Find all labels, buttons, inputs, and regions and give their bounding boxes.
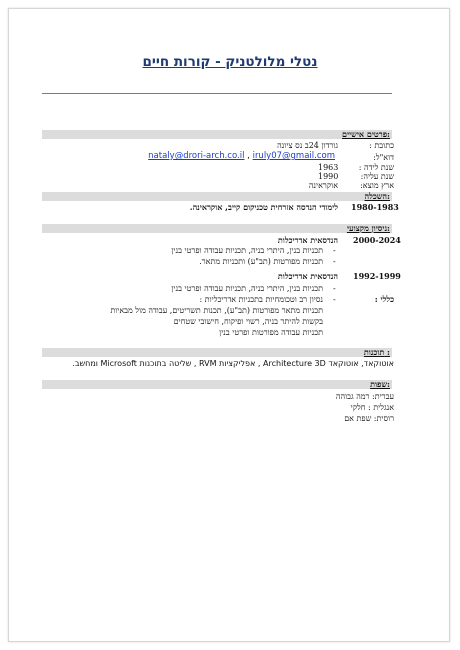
address-value: גורדון 24ב נס ציונה	[277, 141, 338, 150]
section-experience-band	[42, 224, 392, 233]
section-languages-band	[42, 380, 392, 389]
job2-sub-line-3: תכניות עבודה מפורטות ופרטי בנין	[219, 328, 323, 337]
page-title: נטלי מלולטניק - קורות חיים	[142, 54, 318, 70]
section-personal-band	[42, 130, 392, 139]
section-education-heading: השכלה:	[364, 191, 390, 201]
job2-bullet-1: תכניות בנין, היתרי בניה, תכניות עבודה ופרטי בנין	[171, 284, 323, 293]
general-label: כללי :	[374, 294, 394, 304]
email-link-primary[interactable]: nataly@drori-arch.co.il	[148, 151, 245, 161]
email-link-secondary[interactable]: iruly07@gmail.com	[252, 151, 335, 161]
job2-sub-line-2: בקשות להיתר בניה, רשוי ופיקוח, חישובי שטחים	[173, 317, 323, 326]
language-hebrew: עברית: רמה גבוהה	[335, 392, 394, 401]
bullet-dash: -	[333, 257, 336, 266]
job2-bullet-2: נסיון רב וטכומחיות בתכניות אדריכליות :	[199, 295, 323, 304]
birth-year-label: שנת לידה :	[358, 163, 394, 172]
job1-title: הנדסאית אדריכלות	[277, 235, 338, 245]
origin-label: ארץ מוצא:	[360, 181, 394, 190]
email-separator: ,	[244, 151, 253, 161]
section-personal-heading: פרטים אישיים:	[341, 129, 390, 139]
address-label: כתובת :	[369, 141, 394, 150]
email-line	[148, 152, 335, 161]
software-text: אוטוקאד, אוטוקאד Architecture 3D , אפליקציות RVM , שליטה בתוכנות Microsoft ומחשב.	[72, 359, 394, 368]
title-divider	[42, 93, 392, 94]
bullet-dash: -	[333, 295, 336, 304]
job2-years: 1992-1999	[353, 271, 401, 281]
section-languages-heading: שפות:	[370, 379, 390, 389]
email-label: דוא"ל:	[373, 153, 394, 162]
aliyah-year-label: שנת עליה:	[360, 172, 394, 181]
section-education-band	[42, 192, 392, 201]
birth-year-value: 1963	[318, 163, 339, 172]
education-years: 1980-1983	[351, 202, 399, 212]
language-english: אנגלית : חלקי	[350, 403, 394, 412]
job2-sub-line-1: תכניות מתאר מפורטות (תב"ע), תכנות תשריטים, עבודה מול מבאיות	[110, 306, 323, 315]
job1-bullet-1: תכניות בנין, היתרי בניה, תכניות עבודה ופרטי בנין	[171, 246, 323, 255]
origin-value: אוקראינה	[308, 181, 338, 190]
job2-title: הנדסאית אדריכלות	[277, 271, 338, 281]
bullet-dash: -	[333, 246, 336, 255]
aliyah-year-value: 1990	[318, 172, 339, 181]
section-software-band	[42, 348, 392, 357]
section-software-heading: תוכנות :	[363, 347, 390, 357]
job1-bullet-2: תכניות מפורטות (תב"ע) ותכניות מתאר.	[199, 257, 323, 266]
section-experience-heading: ניסיון מקצועי:	[346, 223, 390, 233]
education-text: לימודי הנדסה אזרחית טכניקום קייב, אוקראינה.	[189, 202, 338, 212]
language-russian: רוסית: שפת אם	[344, 414, 394, 423]
job1-years: 2000-2024	[353, 235, 401, 245]
bullet-dash: -	[333, 284, 336, 293]
